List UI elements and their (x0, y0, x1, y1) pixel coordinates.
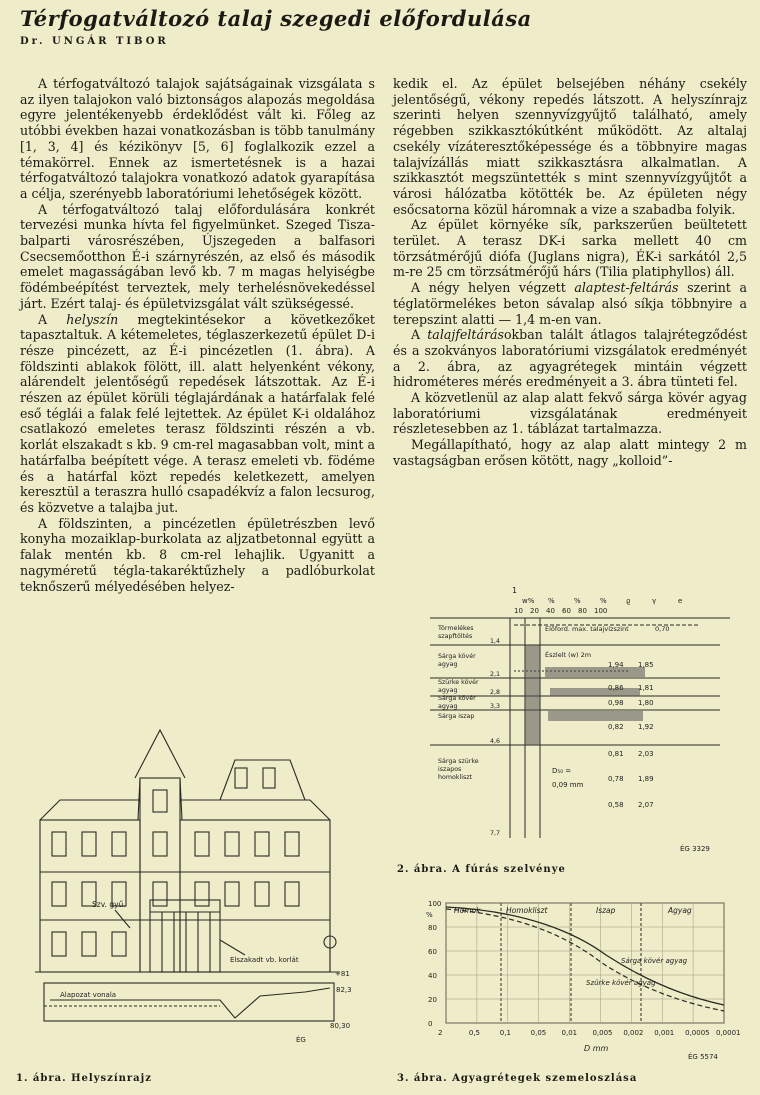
fig3-y-tick: 100 (428, 900, 442, 908)
fig3-stamp: ÉG 5574 (688, 1053, 718, 1061)
fig2-data-value: 0,81 (608, 750, 624, 758)
fig2-header-value: 10 (514, 607, 523, 615)
fig2-data-value: 0,78 (608, 775, 624, 783)
fig2-header-value: 60 (562, 607, 571, 615)
fig2-data-value: 2,03 (638, 750, 654, 758)
fig2-header-symbol: % (574, 597, 581, 605)
fig3-x-tick: 0,1 (499, 1029, 511, 1037)
fig2-layer-depth: 2,1 (490, 671, 501, 678)
text-column-left (20, 76, 375, 594)
article-title: Térfogatváltozó talaj szegedi előfordulása (20, 6, 532, 31)
paragraph: Megállapítható, hogy az alap alatt mintegy 2 m vastagságban erősen kötött, nagy „kolloid”- (393, 437, 747, 468)
author-line: Dr. UNGÁR TIBOR (20, 36, 169, 47)
fig2-data-value: 1,85 (638, 661, 654, 669)
emphasis-term: helyszín (66, 311, 119, 327)
fig2-layer-depth: 3,3 (490, 703, 501, 710)
fig1-label-level-2: 80,30 (330, 1022, 351, 1030)
fig2-water-max-depth: 0,70 (655, 625, 670, 633)
paragraph: A négy helyen végzett alaptest-feltárás szerint a téglatörmelékes beton sávalap alsó síkja többnyire a terepszint alatti — 1,4 m-en van. (393, 280, 747, 327)
fig2-stamp: ÉG 3329 (680, 845, 710, 853)
fig3-x-tick: 0,5 (468, 1029, 481, 1037)
fig2-data-value: 0,86 (608, 684, 624, 692)
fig3-zone-label: Agyag (668, 906, 692, 915)
fig2-layer-name: agyag (438, 703, 458, 710)
fig2-layer-name: Szürke kövér (438, 679, 479, 686)
fig2-data-value: 1,89 (638, 775, 654, 783)
fig3-y-tick: 40 (428, 972, 437, 980)
fig2-number: 1 (512, 586, 518, 595)
fig3-y-tick: 0 (428, 1020, 433, 1028)
fig2-layer-name: Sárga kövér (438, 653, 476, 660)
figure-3-caption: 3. ábra. Agyagrétegek szemeloszlása (397, 1073, 638, 1084)
fig3-x-tick: 0,0005 (685, 1029, 710, 1037)
fig2-layer-name: agyag (438, 661, 458, 668)
fig3-zone-label: Iszap (596, 906, 616, 915)
fig2-layer-depth: 2,8 (490, 689, 501, 696)
figure-3-grain-distribution (406, 893, 741, 1063)
fig2-header-value: 100 (594, 607, 608, 615)
paragraph: A talajfeltárásokban talált átlagos talajrétegződést és a szokványos laboratóriumi vizsgálatok eredményét a 2. ábra, az agyagrétegek mintáin végzett hidrométeres mérés eredményeit a 3. ábra tünteti fel. (393, 327, 748, 390)
figure-1-caption: 1. ábra. Helyszínrajz (16, 1073, 152, 1084)
fig2-layer-name: Törmelékes (438, 625, 474, 632)
fig1-label-railing: Elszakadt vb. korlát (230, 956, 299, 964)
emphasis-term: talajfeltárás (427, 327, 504, 343)
fig2-header-symbol: ϱ (626, 597, 631, 605)
fig2-layer-depth: 4,6 (490, 738, 501, 745)
fig2-header-symbol: % (600, 597, 607, 605)
fig2-layer-depth: 7,7 (490, 830, 501, 837)
fig2-layer-name: agyag (438, 687, 458, 694)
paragraph: Az épület környéke sík, parkszerűen beültetett terület. A terasz DK-i sarka mellett 40 cm törzsátmérőjű diófa (Juglans nigra), ÉK-i sarkától 2,5 m-re 25 cm törzsátmérőjű hárs (Tilia platiphyllos) áll. (393, 217, 747, 280)
fig3-y-tick: 60 (428, 948, 437, 956)
fig3-x-label: D mm (584, 1044, 609, 1053)
fig2-data-value: 1,81 (638, 684, 654, 692)
fig3-x-tick: 0,001 (654, 1029, 675, 1037)
paragraph: A földszinten, a pincézetlen épületrészben levő konyha mozaiklap-burkolata az aljzatbetonnal együtt a falak mentén kb. 8 cm-rel lehajlik. Ugyanitt a nagyméretű tégla-takaréktűzhely a padlóburkolat teknőszerű mélyedésében helyez- (20, 515, 375, 594)
emphasis-term: alaptest-feltárás (574, 280, 679, 296)
borehole-profile-drawing (430, 583, 730, 855)
fig2-data-value: 1,92 (638, 723, 654, 731)
fig2-layer-name: iszapos (438, 766, 462, 773)
fig1-label-foundation: Alapozat vonala (60, 991, 117, 999)
fig2-data-value: 2,07 (638, 801, 654, 809)
fig3-x-tick: 0,002 (623, 1029, 644, 1037)
fig2-water-max: Előford. max. talajvízszint (545, 625, 629, 633)
fig2-header-symbol: e (678, 597, 683, 605)
fig3-x-tick: 2 (438, 1029, 443, 1037)
fig3-zone-label: Homokliszt (506, 906, 548, 915)
fig3-y-tick: 20 (428, 996, 437, 1004)
fig2-layer-name: szapftöltés (438, 633, 473, 640)
fig2-layer-name: Sárga iszap (438, 713, 475, 720)
fig1-stamp: ÉG (296, 1036, 306, 1044)
fig3-x-tick: 0,01 (561, 1029, 578, 1037)
figure-1-site-plan (30, 700, 360, 1045)
fig2-data-value: 0,82 (608, 723, 624, 731)
fig1-label-level-1: 82,3 (336, 986, 352, 994)
fig3-x-tick: 0,005 (592, 1029, 613, 1037)
fig2-layer-name: Sárga szürke (438, 758, 479, 765)
fig1-label-mark-top: +81 (335, 970, 350, 978)
figure-2-borehole-profile (430, 583, 730, 855)
fig2-header-value: 40 (546, 607, 555, 615)
fig1-label-sewer: Szv. gyű. (92, 900, 126, 909)
building-elevation-drawing (30, 700, 360, 1045)
fig3-zone-label: Homok (454, 906, 481, 915)
figure-2-caption: 2. ábra. A fúrás szelvénye (397, 864, 566, 875)
fig3-x-tick: 0,0001 (716, 1029, 741, 1037)
fig2-header-value: 20 (530, 607, 539, 615)
fig3-x-tick: 0,05 (530, 1029, 547, 1037)
fig3-curve-2-label: Szürke kövér agyag (586, 979, 656, 987)
fig2-header-symbol: w% (522, 597, 535, 605)
fig2-layer-depth: 1,4 (490, 638, 501, 645)
fig2-layer-name: homokliszt (438, 774, 473, 781)
fig2-data-value: 1,94 (608, 661, 624, 669)
paragraph: A térfogatváltozó talaj előfordulására konkrét tervezési munka hívta fel figyelmünket. Szeged Tisza-balparti városrészében, Újszegeden a balfasori Csecsemőotthon É-i szárnyrészén, az első és második emelet magasságában levő kb. 7 m magas helyiségbe födémbeépítést terveztek, mely terhelésnövekedéssel járt. Ezért talaj- és épületvizsgálat vált szükségessé. (20, 201, 375, 311)
fig3-y-unit: % (426, 911, 433, 919)
fig2-data-value: 0,98 (608, 699, 624, 707)
fig3-curve-1-label: Sárga kövér agyag (621, 957, 688, 965)
fig2-layer-name: Sárga kövér (438, 695, 476, 702)
fig2-water-now: Észlelt (w) 2m (545, 651, 592, 659)
grain-size-chart (406, 893, 741, 1063)
paragraph: A helyszín megtekintésekor a következőket tapasztaltuk. A kétemeletes, téglaszerkezetű épület D-i része pincézett, az É-i pincézetlen (1. ábra). A földszinti ablakok fölött, ill. alatt helyenként vékony, alárendelt jelentőségű repedések látszottak. Az É-i részen az épület körüli téglajárdának a határfalak felé eső téglái a falak felé lejtettek. Az épület K-i oldalához csatlakozó emeletes terasz földszinti részén a vb. korlát elszakadt s kb. 9 cm-rel magasabban volt, mint a határfalba beépített vége. A terasz emeleti vb. födéme és a határfal közt repedés keletkezett, amelyen keresztül a teraszra hulló csapadékvíz a falon lecsurog, és közvetve a talajba jut. (20, 311, 375, 515)
fig2-header-symbol: % (548, 597, 555, 605)
text-column-right (393, 76, 747, 469)
curve-yellow-clay (446, 907, 724, 1005)
fig2-data-value: 0,58 (608, 801, 624, 809)
fig3-y-tick: 80 (428, 924, 437, 932)
fig2-data-value: 1,80 (638, 699, 654, 707)
paragraph: kedik el. Az épület belsejében néhány csekély jelentőségű, vékony repedés látszott. A helyszínrajz szerinti helyen szennyvízgyűjtő található, amely régebben szikkasztókútként működött. Az altalaj csekély vízáteresztőképessége és a többnyire magas talajvízállás miatt szikkasztásra alkalmatlan. A szikkasztót megszüntették s mint szennyvízgyűjtőt a városi hálózatba kötötték be. Az épületen négy esőcsatorna közül háromnak a vize a szabadba folyik. (393, 76, 747, 217)
fig2-header-value: 80 (578, 607, 587, 615)
fig2-header-symbol: γ (652, 597, 657, 605)
paragraph: A térfogatváltozó talajok sajátságainak vizsgálata s az ilyen talajokon való biztonságos alapozás megoldása egyre jelentékenyebb érdeklődést vált ki. Főleg az utóbbi években hazai vonatkozásban is több tanulmány [1, 3, 4] és kézikönyv [5, 6] foglalkozik ezzel a témakörrel. Ennek az ismertetésnek is a hazai térfogatváltozó talajokra vonatkozó adatok gyarapítása a célja, szerényebb laboratóriumi lehetőségek között. (20, 76, 375, 201)
paragraph: A közvetlenül az alap alatt fekvő sárga kövér agyag laboratóriumi vizsgálatának eredményeit részletesebben az 1. táblázat tartalmazza. (393, 390, 747, 437)
fig2-grain: D₅₀ = (552, 767, 572, 775)
fig2-grain-value: 0,09 mm (552, 781, 584, 789)
